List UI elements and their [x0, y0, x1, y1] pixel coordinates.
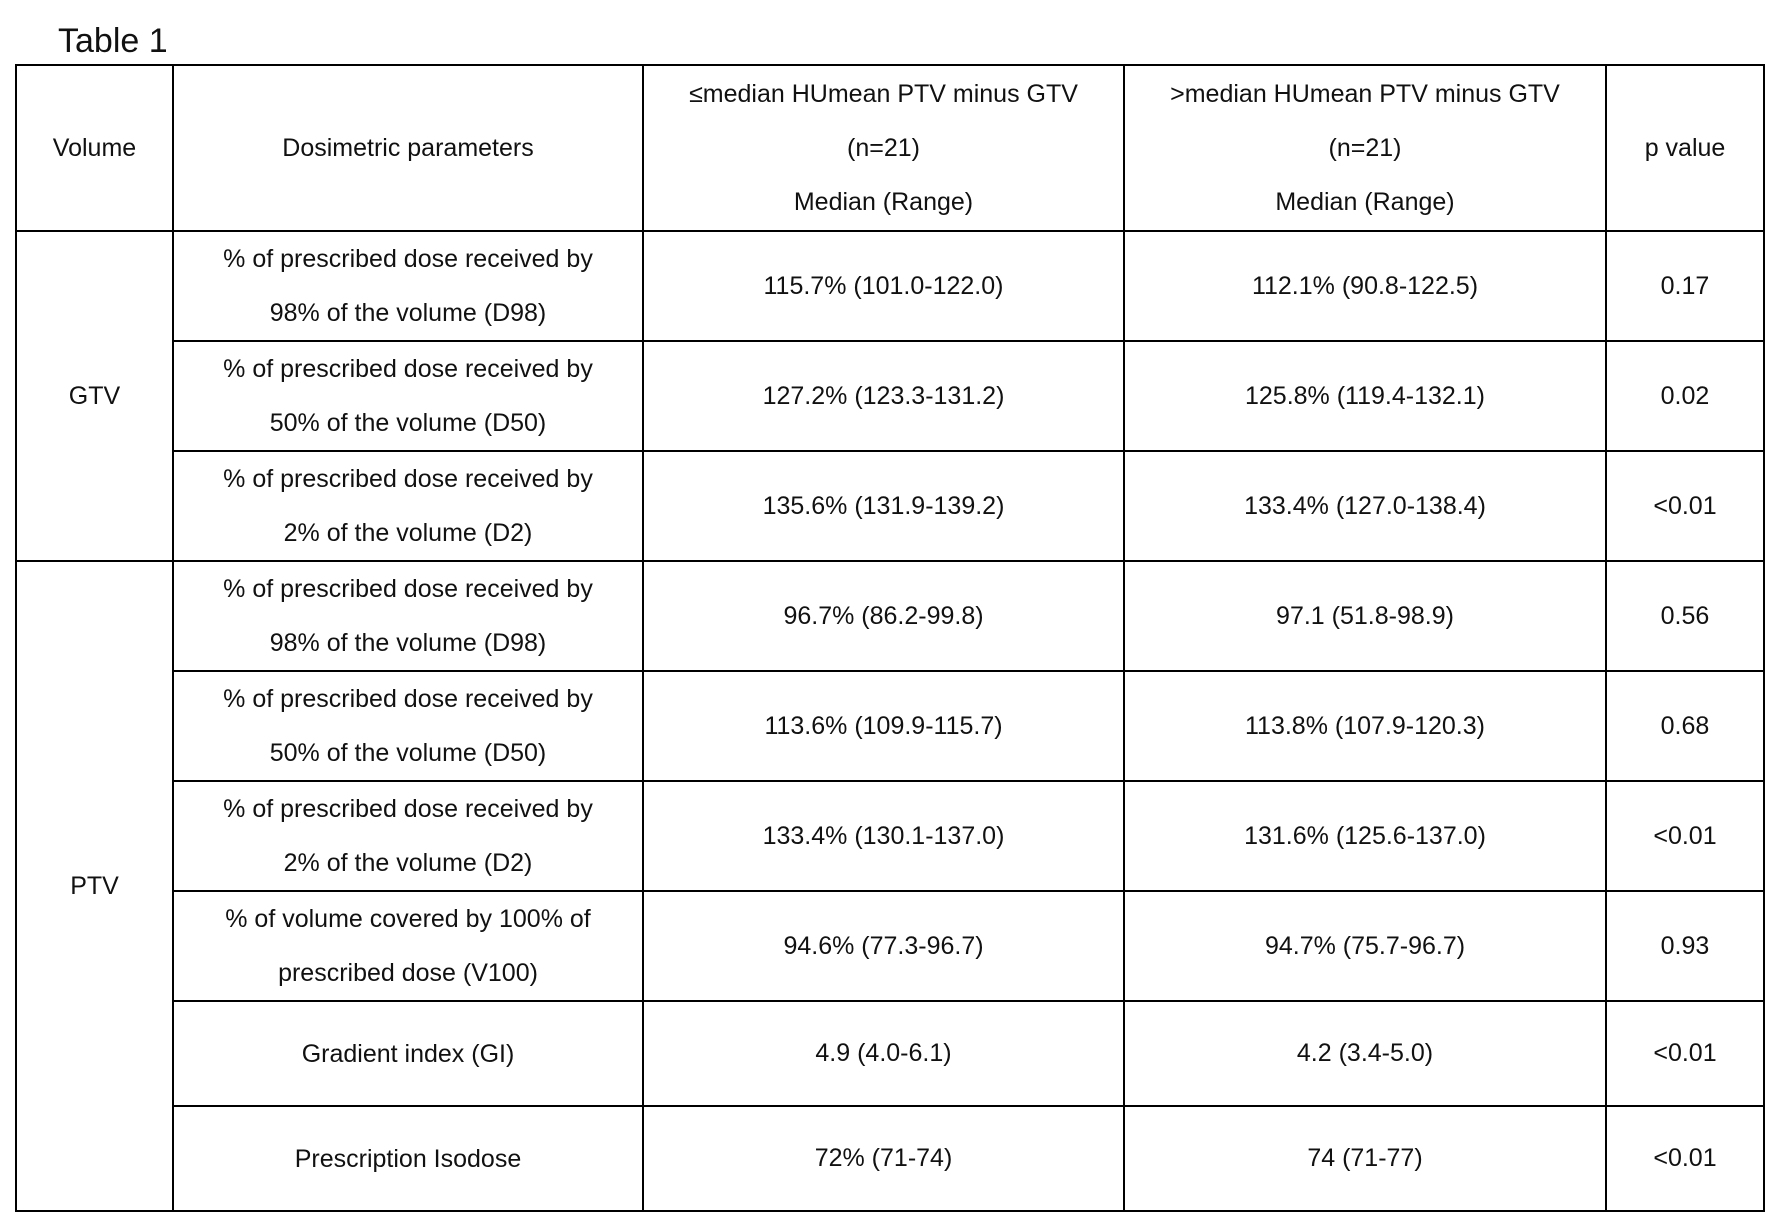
- table-row: [16, 781, 1764, 891]
- volume-cell-ptv: PTV: [16, 561, 173, 1211]
- header-group-low: [643, 65, 1124, 231]
- p-value-cell: <0.01: [1606, 1001, 1764, 1106]
- high-value-cell: 112.1% (90.8-122.5): [1124, 231, 1606, 341]
- header-p-value: p value: [1606, 65, 1764, 231]
- table-row: [16, 1001, 1764, 1106]
- high-value-cell: 113.8% (107.9-120.3): [1124, 671, 1606, 781]
- p-value-cell: <0.01: [1606, 1106, 1764, 1211]
- param-line: % of prescribed dose received by: [223, 575, 593, 603]
- header-low-line: ≤median HUmean PTV minus GTV: [689, 80, 1078, 108]
- param-line: 50% of the volume (D50): [269, 739, 547, 767]
- param-cell: [173, 671, 643, 781]
- param-line: 2% of the volume (D2): [283, 849, 533, 877]
- p-value-cell: 0.68: [1606, 671, 1764, 781]
- header-low-line: (n=21): [847, 134, 920, 162]
- param-line: % of prescribed dose received by: [223, 245, 593, 273]
- header-volume: Volume: [16, 65, 173, 231]
- header-high-line: (n=21): [1328, 134, 1402, 162]
- low-value-cell: 94.6% (77.3-96.7): [643, 891, 1124, 1001]
- low-value-cell: 115.7% (101.0-122.0): [643, 231, 1124, 341]
- low-value-cell: 4.9 (4.0-6.1): [643, 1001, 1124, 1106]
- low-value-cell: 135.6% (131.9-139.2): [643, 451, 1124, 561]
- dosimetric-table: [15, 64, 1765, 1212]
- param-cell: [173, 341, 643, 451]
- param-cell: [173, 1106, 643, 1211]
- header-parameters: Dosimetric parameters: [173, 65, 643, 231]
- param-line: % of prescribed dose received by: [223, 465, 593, 493]
- high-value-cell: 4.2 (3.4-5.0): [1124, 1001, 1606, 1106]
- table-row: [16, 561, 1764, 671]
- param-line: Prescription Isodose: [294, 1144, 522, 1173]
- table-row: [16, 231, 1764, 341]
- param-line: % of prescribed dose received by: [223, 685, 593, 713]
- param-line: 98% of the volume (D98): [269, 299, 547, 327]
- p-value-cell: <0.01: [1606, 781, 1764, 891]
- param-line: Gradient index (GI): [301, 1039, 515, 1068]
- header-low-line: Median (Range): [793, 188, 974, 216]
- low-value-cell: 96.7% (86.2-99.8): [643, 561, 1124, 671]
- param-cell: [173, 231, 643, 341]
- param-line: % of prescribed dose received by: [223, 355, 593, 383]
- header-row: [16, 65, 1764, 231]
- volume-cell-gtv: GTV: [16, 231, 173, 561]
- param-cell: [173, 1001, 643, 1106]
- table-row: [16, 1106, 1764, 1211]
- high-value-cell: 133.4% (127.0-138.4): [1124, 451, 1606, 561]
- param-cell: [173, 891, 643, 1001]
- p-value-cell: 0.93: [1606, 891, 1764, 1001]
- high-value-cell: 125.8% (119.4-132.1): [1124, 341, 1606, 451]
- high-value-cell: 131.6% (125.6-137.0): [1124, 781, 1606, 891]
- param-line: prescribed dose (V100): [278, 959, 538, 987]
- table-row: [16, 341, 1764, 451]
- param-line: 50% of the volume (D50): [269, 409, 547, 437]
- p-value-cell: 0.56: [1606, 561, 1764, 671]
- header-high-line: >median HUmean PTV minus GTV: [1170, 80, 1560, 108]
- table-row: [16, 451, 1764, 561]
- high-value-cell: 74 (71-77): [1124, 1106, 1606, 1211]
- p-value-cell: 0.02: [1606, 341, 1764, 451]
- param-line: 2% of the volume (D2): [283, 519, 533, 547]
- low-value-cell: 72% (71-74): [643, 1106, 1124, 1211]
- param-line: % of prescribed dose received by: [223, 795, 593, 823]
- high-value-cell: 97.1 (51.8-98.9): [1124, 561, 1606, 671]
- table-title: Table 1: [58, 22, 168, 60]
- table-row: [16, 671, 1764, 781]
- header-group-high: [1124, 65, 1606, 231]
- high-value-cell: 94.7% (75.7-96.7): [1124, 891, 1606, 1001]
- low-value-cell: 133.4% (130.1-137.0): [643, 781, 1124, 891]
- param-line: 98% of the volume (D98): [269, 629, 547, 657]
- header-high-line: Median (Range): [1275, 188, 1455, 216]
- param-cell: [173, 451, 643, 561]
- p-value-cell: <0.01: [1606, 451, 1764, 561]
- param-cell: [173, 561, 643, 671]
- param-line: % of volume covered by 100% of: [225, 905, 591, 933]
- p-value-cell: 0.17: [1606, 231, 1764, 341]
- low-value-cell: 113.6% (109.9-115.7): [643, 671, 1124, 781]
- param-cell: [173, 781, 643, 891]
- low-value-cell: 127.2% (123.3-131.2): [643, 341, 1124, 451]
- table-row: [16, 891, 1764, 1001]
